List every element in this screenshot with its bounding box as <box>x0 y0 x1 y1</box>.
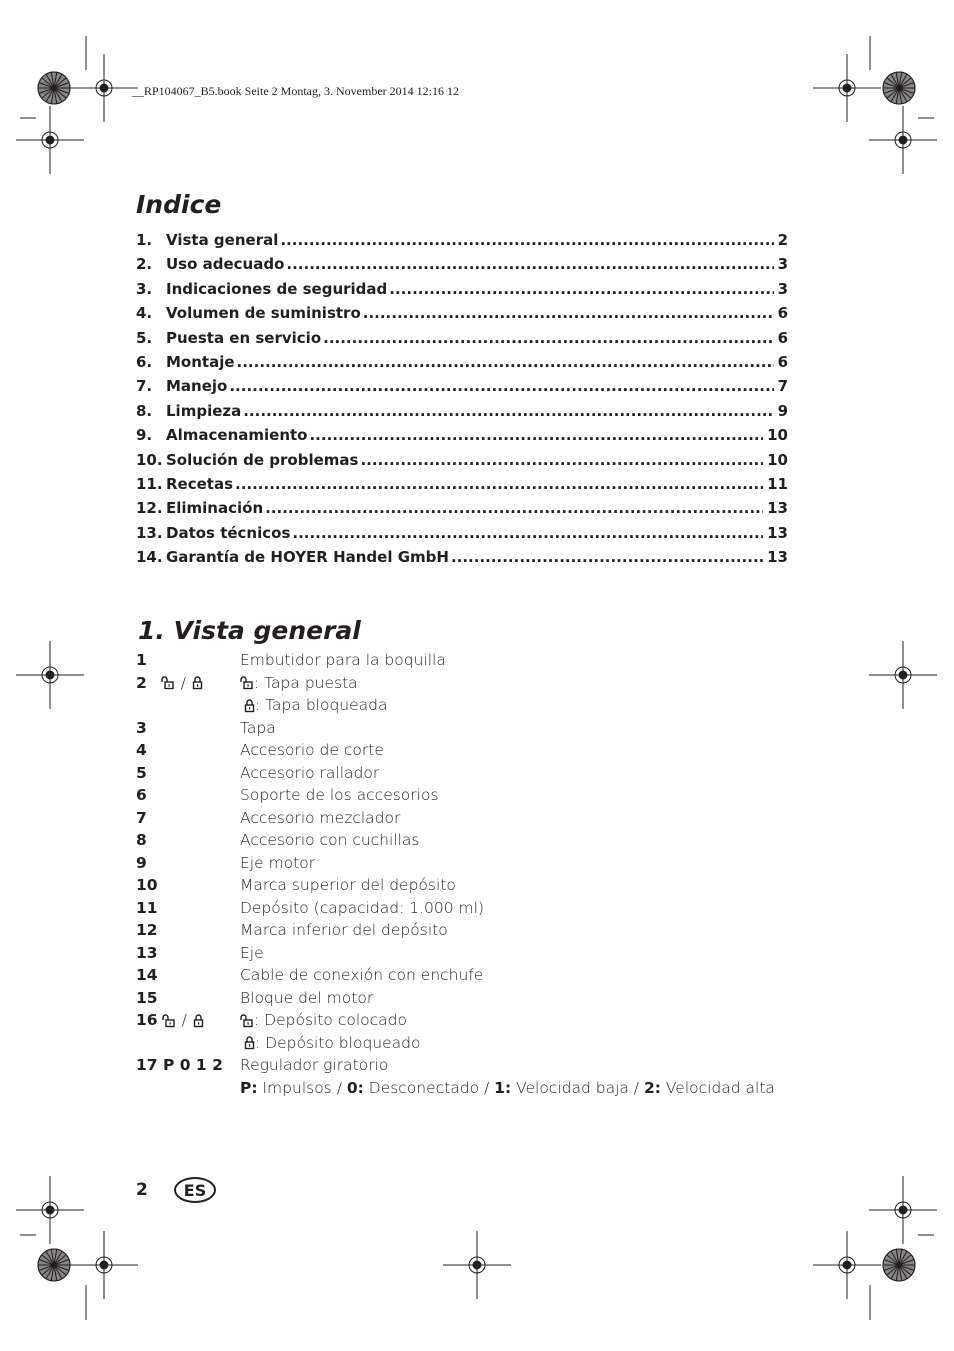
part-description-text: Regulador giratorio <box>240 1056 389 1074</box>
toc-leader-dots <box>451 548 763 566</box>
slash: / <box>181 1011 187 1029</box>
toc-page: 3 <box>777 279 788 298</box>
part-description-text: Soporte de los accesorios <box>240 786 439 804</box>
part-description-text: Tapa <box>240 718 276 737</box>
part-number <box>136 921 240 939</box>
part-description-text: Eje motor <box>240 853 316 872</box>
toc-page: 13 <box>767 523 788 542</box>
list-item <box>136 989 796 1012</box>
toc-title: Indicaciones de seguridad <box>166 279 388 298</box>
part-number-text: 16 <box>136 1011 158 1029</box>
toc-page: 9 <box>777 401 788 420</box>
list-item <box>136 719 796 742</box>
part-number <box>136 831 240 849</box>
part-description-text: Accesorio de corte <box>240 741 384 759</box>
toc-title: Montaje <box>166 352 235 371</box>
list-item <box>136 1079 796 1102</box>
part-number <box>136 854 240 872</box>
part-number <box>136 651 240 669</box>
toc-page: 11 <box>767 474 788 493</box>
toc-title: Solución de problemas <box>166 450 359 469</box>
part-number-text: 14 <box>136 966 158 984</box>
toc-number: 13. <box>136 523 163 542</box>
part-description <box>240 989 796 1007</box>
part-description <box>240 899 796 917</box>
toc-row[interactable] <box>136 402 788 426</box>
part-description <box>240 696 796 714</box>
part-number-text: 2 <box>136 673 147 692</box>
list-item <box>136 921 796 944</box>
list-item <box>136 899 796 922</box>
printer-info-line: __RP104067_B5.book Seite 2 Montag, 3. November 2014 12:16 12 <box>132 84 459 98</box>
toc-number: 1. <box>136 231 153 249</box>
part-number-text: 10 <box>136 876 158 894</box>
list-item <box>136 809 796 832</box>
toc-number: 11. <box>136 474 163 493</box>
part-number <box>136 674 240 692</box>
part-description-text: : Tapa bloqueada <box>255 696 388 714</box>
part-description-text: : Depósito colocado <box>254 1011 407 1029</box>
part-number-text: 9 <box>136 853 147 872</box>
part-number <box>136 764 240 782</box>
toc-title: Limpieza <box>166 401 242 420</box>
toc-leader-dots <box>323 329 773 347</box>
list-item <box>136 651 796 674</box>
legend-o-text: Velocidad baja / <box>511 1078 644 1097</box>
part-description-text: Cable de conexión con enchufe <box>240 966 484 984</box>
toc-page: 10 <box>767 450 788 469</box>
part-description <box>240 944 796 962</box>
list-item <box>136 1034 796 1057</box>
toc-leader-dots <box>389 280 773 298</box>
toc-leader-dots <box>280 231 773 249</box>
toc-number: 6. <box>136 352 153 371</box>
toc-title: Volumen de suministro <box>166 304 361 323</box>
toc-row[interactable] <box>136 329 788 353</box>
part-description <box>240 1034 796 1052</box>
list-item <box>136 831 796 854</box>
legend-t-text: Velocidad alta <box>660 1078 775 1097</box>
toc-page: 10 <box>767 426 788 445</box>
list-item <box>136 764 796 787</box>
unlock-icon <box>240 676 254 690</box>
part-description <box>240 876 796 894</box>
toc-title: Garantía de HOYER Handel GmbH <box>166 548 449 567</box>
toc-title: Datos técnicos <box>166 523 291 542</box>
toc-title: Almacenamiento <box>166 426 308 445</box>
list-item <box>136 1011 796 1034</box>
list-item <box>136 854 796 877</box>
toc-row[interactable] <box>136 524 788 548</box>
toc-leader-dots <box>237 353 774 371</box>
legend-o: 1: <box>494 1078 512 1097</box>
section-heading-vista-general: 1. Vista general <box>138 616 361 645</box>
part-description <box>240 809 796 827</box>
part-number <box>136 786 240 804</box>
list-item <box>136 741 796 764</box>
part-number <box>136 899 240 917</box>
part-description <box>240 741 796 759</box>
part-number-text: 17 P 0 1 2 <box>136 1056 223 1074</box>
list-item <box>136 944 796 967</box>
toc-page: 6 <box>777 328 788 347</box>
toc-row[interactable] <box>136 231 788 255</box>
toc-leader-dots <box>360 451 763 469</box>
legend-t: 2: <box>643 1078 661 1097</box>
lock-symbols <box>161 674 203 692</box>
unlock-icon <box>161 676 175 690</box>
toc-leader-dots <box>243 402 773 420</box>
toc-row[interactable] <box>136 426 788 450</box>
toc-row[interactable] <box>136 451 788 475</box>
part-number-text: 12 <box>136 921 158 939</box>
list-item <box>136 696 796 719</box>
toc-title: Puesta en servicio <box>166 328 322 347</box>
lock-icon <box>193 1014 204 1028</box>
toc-leader-dots <box>265 499 763 517</box>
toc-page: 13 <box>767 548 788 567</box>
toc-heading: Indice <box>136 190 222 219</box>
part-number <box>136 741 240 759</box>
part-description-text: Accesorio con cuchillas <box>240 831 420 849</box>
toc-row[interactable] <box>136 499 788 523</box>
toc-row[interactable] <box>136 280 788 304</box>
switch-positions-legend <box>240 1079 796 1097</box>
toc-page: 2 <box>777 231 788 249</box>
part-description <box>240 651 796 669</box>
part-number <box>136 876 240 894</box>
toc-page: 6 <box>777 352 788 371</box>
part-number <box>136 809 240 827</box>
part-description <box>240 921 796 939</box>
toc-number: 14. <box>136 548 163 567</box>
list-item <box>136 786 796 809</box>
legend-z: 0: <box>346 1078 364 1097</box>
part-number <box>136 1056 240 1074</box>
lock-symbols <box>162 1011 204 1029</box>
list-item <box>136 966 796 989</box>
part-description-text: Depósito (capacidad: 1.000 ml) <box>240 898 484 917</box>
toc-page: 7 <box>777 377 788 396</box>
toc-number: 5. <box>136 328 153 347</box>
part-number-text: 11 <box>136 898 158 917</box>
part-number-text: 7 <box>136 808 147 827</box>
part-number-text: 15 <box>136 988 158 1007</box>
part-description-text: : Depósito bloqueado <box>255 1033 421 1052</box>
part-description-text: Bloque del motor <box>240 988 374 1007</box>
toc-leader-dots <box>363 304 774 322</box>
language-badge: ES <box>174 1177 216 1203</box>
part-description-text: Accesorio rallador <box>240 763 380 782</box>
part-number-text: 5 <box>136 763 147 782</box>
toc-row[interactable] <box>136 255 788 279</box>
toc-leader-dots <box>309 426 763 444</box>
part-number-text: 3 <box>136 718 147 737</box>
part-number <box>136 944 240 962</box>
part-description <box>240 966 796 984</box>
part-description-text: Marca superior del depósito <box>240 876 456 894</box>
part-number-text: 8 <box>136 831 147 849</box>
toc-page: 3 <box>777 255 788 274</box>
part-number-text: 13 <box>136 943 158 962</box>
part-description <box>240 764 796 782</box>
slash: / <box>180 673 187 692</box>
part-number-text: 4 <box>136 741 147 759</box>
part-description-text: : Tapa puesta <box>254 673 358 692</box>
toc-page: 6 <box>777 304 788 323</box>
legend-z-text: Desconectado / <box>363 1078 495 1097</box>
list-item <box>136 1056 796 1079</box>
part-description <box>240 1056 796 1074</box>
part-description-text: Marca inferior del depósito <box>240 921 448 939</box>
table-of-contents <box>136 231 788 572</box>
toc-row[interactable] <box>136 475 788 499</box>
list-item <box>136 674 796 697</box>
toc-number: 8. <box>136 401 153 420</box>
toc-number: 12. <box>136 499 163 518</box>
toc-number: 3. <box>136 279 153 298</box>
toc-title: Uso adecuado <box>166 255 285 274</box>
part-number <box>136 989 240 1007</box>
toc-title: Manejo <box>166 377 228 396</box>
toc-row[interactable] <box>136 304 788 328</box>
part-description <box>240 786 796 804</box>
parts-list <box>136 651 796 1101</box>
toc-leader-dots <box>235 475 763 493</box>
toc-row[interactable] <box>136 548 788 572</box>
lock-icon <box>244 699 255 713</box>
toc-title: Recetas <box>166 474 234 493</box>
part-description <box>240 1011 796 1029</box>
part-description-text: Accesorio mezclador <box>240 808 401 827</box>
part-description <box>240 674 796 692</box>
part-description-text: Embutidor para la boquilla <box>240 651 446 669</box>
unlock-icon <box>162 1014 176 1028</box>
toc-row[interactable] <box>136 353 788 377</box>
legend-p: P: <box>240 1078 258 1097</box>
part-description <box>240 719 796 737</box>
part-number-text: 1 <box>136 651 147 669</box>
page-number: 2 <box>136 1180 148 1200</box>
toc-title: Vista general <box>166 231 279 249</box>
toc-number: 7. <box>136 377 153 396</box>
part-number <box>136 719 240 737</box>
part-number-text: 6 <box>136 786 147 804</box>
part-number <box>136 1011 240 1029</box>
toc-number: 4. <box>136 304 153 323</box>
part-description-text: Eje <box>240 943 264 962</box>
lock-icon <box>192 676 203 690</box>
unlock-icon <box>240 1014 254 1028</box>
toc-number: 10. <box>136 450 163 469</box>
toc-number: 2. <box>136 255 153 274</box>
toc-title: Eliminación <box>166 499 264 518</box>
toc-row[interactable] <box>136 377 788 401</box>
part-description <box>240 854 796 872</box>
toc-leader-dots <box>292 524 763 542</box>
toc-number: 9. <box>136 426 153 445</box>
legend-p-text: Impulsos / <box>257 1078 347 1097</box>
toc-page: 13 <box>767 499 788 518</box>
toc-leader-dots <box>229 377 773 395</box>
part-number <box>136 966 240 984</box>
part-description <box>240 831 796 849</box>
lock-icon <box>244 1036 255 1050</box>
toc-leader-dots <box>286 255 773 273</box>
list-item <box>136 876 796 899</box>
